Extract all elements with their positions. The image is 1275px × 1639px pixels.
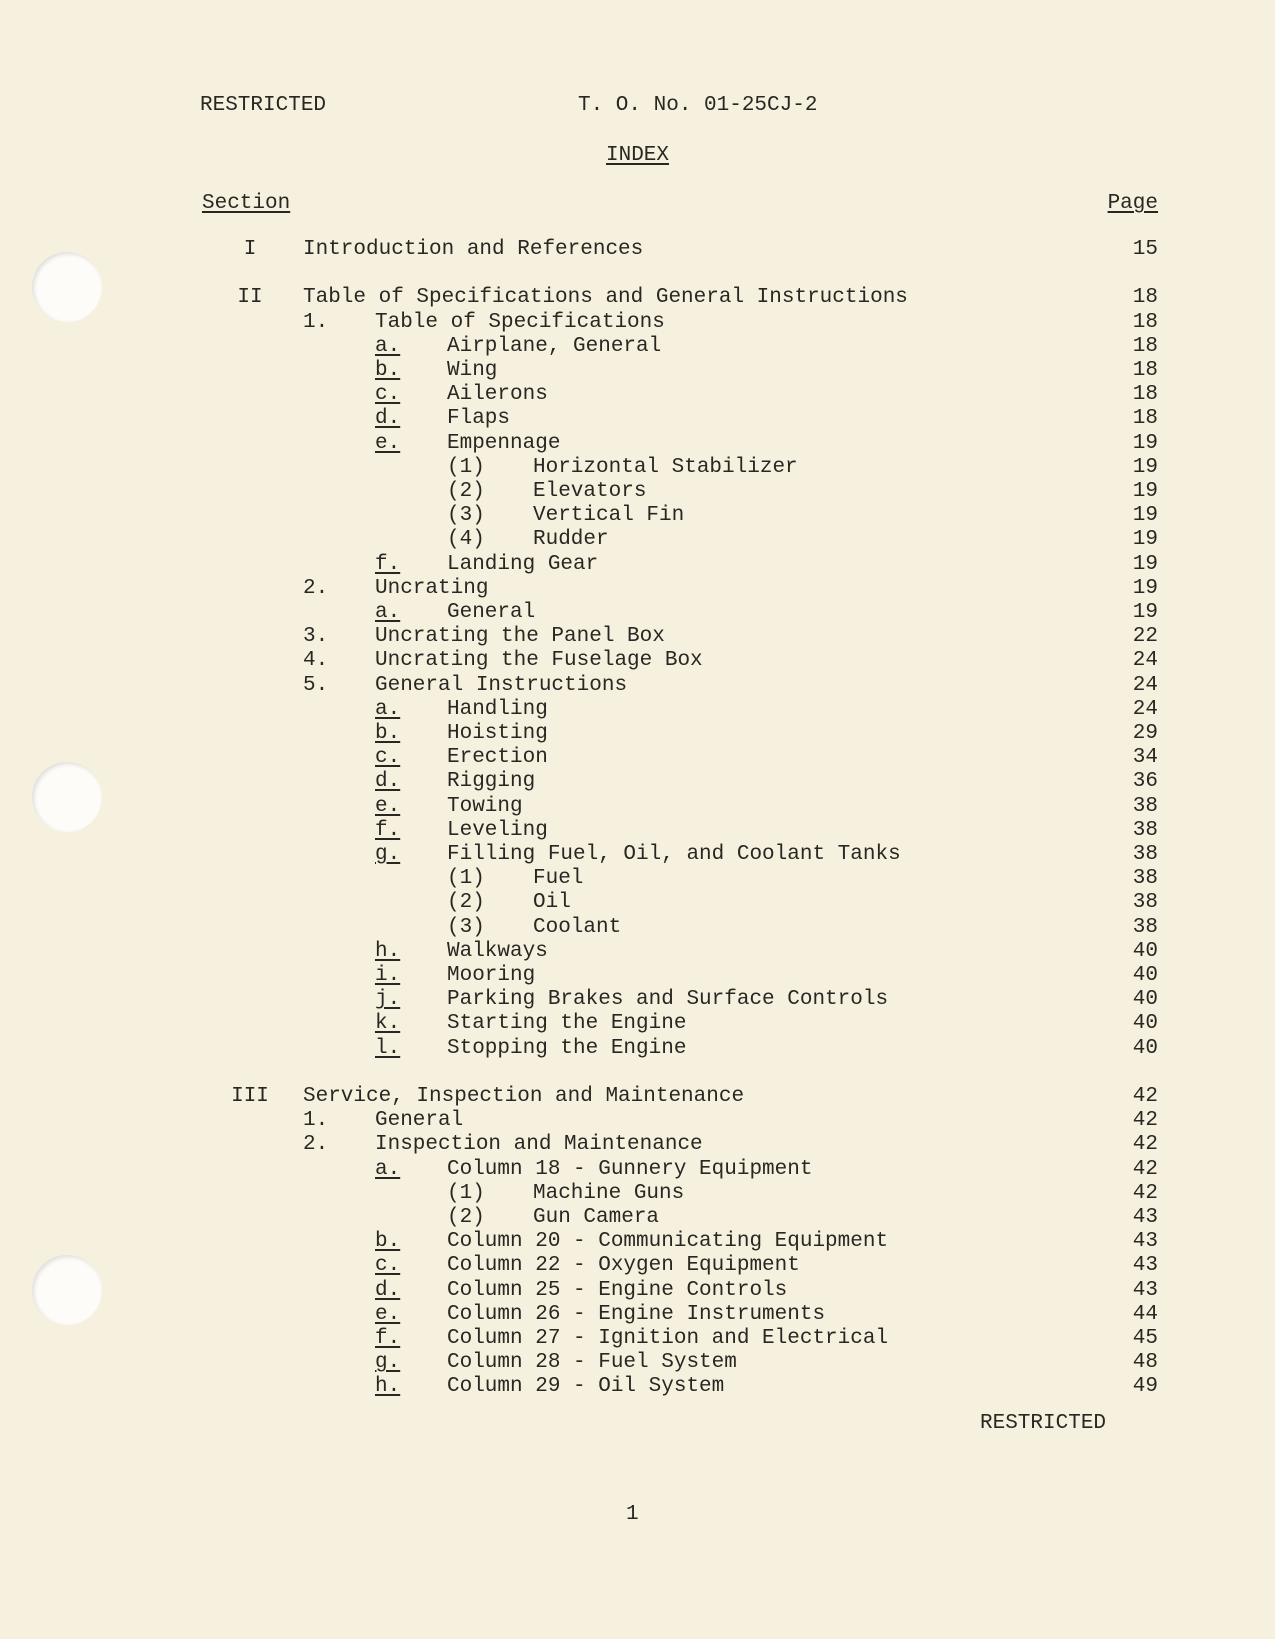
entry-page: 48	[1132, 1351, 1158, 1375]
index-entry	[0, 286, 1275, 310]
entry-title: Airplane, General	[447, 334, 662, 358]
entry-title: Filling Fuel, Oil, and Coolant Tanks	[447, 843, 901, 866]
index-entry	[0, 819, 1275, 843]
entry-title: Column 29 - Oil System	[447, 1375, 725, 1399]
index-entry	[0, 1254, 1275, 1278]
entry-page: 40	[1132, 939, 1158, 963]
entry-page: 42	[1132, 1181, 1158, 1205]
section-column-header: Section	[202, 192, 291, 215]
entry-page: 44	[1132, 1302, 1158, 1326]
entry-title: Towing	[447, 794, 523, 818]
entry-title: Parking Brakes and Surface Controls	[447, 988, 889, 1012]
index-entry	[0, 1133, 1275, 1157]
entry-page: 40	[1132, 988, 1158, 1012]
entry-title: Hoisting	[447, 722, 548, 745]
index-entry	[0, 649, 1275, 673]
entry-marker: e.	[375, 431, 401, 455]
entry-title: Stopping the Engine	[447, 1036, 687, 1060]
entry-title: Column 26 - Engine Instruments	[447, 1302, 826, 1326]
entry-marker: b.	[375, 1230, 401, 1254]
entry-marker: l.	[375, 1036, 401, 1060]
entry-marker: (4)	[447, 528, 485, 552]
entry-page: 19	[1132, 601, 1158, 624]
entry-marker: 3.	[303, 625, 329, 649]
entry-page: 38	[1132, 867, 1158, 891]
index-entry	[0, 1109, 1275, 1133]
entry-page: 24	[1132, 673, 1158, 697]
entry-page: 42	[1132, 1157, 1158, 1181]
index-entry	[0, 1158, 1275, 1182]
index-entry	[0, 456, 1275, 480]
index-entry	[0, 843, 1275, 867]
entry-marker: 1.	[303, 310, 329, 334]
index-entry	[0, 988, 1275, 1012]
index-entry	[0, 1303, 1275, 1327]
entry-marker: (2)	[447, 891, 485, 915]
entry-page: 38	[1132, 891, 1158, 915]
entry-page: 19	[1132, 528, 1158, 552]
entry-marker: a.	[375, 601, 401, 624]
index-entry	[0, 311, 1275, 335]
entry-marker: c.	[375, 383, 401, 407]
entry-page: 34	[1132, 746, 1158, 770]
entry-marker: III	[231, 1085, 269, 1108]
index-entry	[0, 770, 1275, 794]
entry-marker: (2)	[447, 1206, 485, 1229]
entry-title: Gun Camera	[533, 1206, 660, 1229]
entry-marker: j.	[375, 988, 401, 1012]
entry-title: Inspection and Maintenance	[375, 1133, 703, 1157]
entry-page: 40	[1132, 1012, 1158, 1036]
entry-marker: f.	[375, 818, 401, 842]
index-entry	[0, 1375, 1275, 1399]
index-entry	[0, 746, 1275, 770]
document-number: T. O. No. 01-25CJ-2	[578, 94, 818, 117]
entry-title: Horizontal Stabilizer	[533, 455, 798, 479]
entry-marker: II	[237, 286, 263, 310]
entry-marker: 4.	[303, 649, 329, 673]
entry-title: Table of Specifications and General Instructions	[303, 286, 908, 310]
index-entry	[0, 1012, 1275, 1036]
index-entry	[0, 383, 1275, 407]
index-entry	[0, 504, 1275, 528]
entry-marker: (1)	[447, 1181, 485, 1205]
index-entry	[0, 916, 1275, 940]
entry-title: Rigging	[447, 770, 536, 794]
index-entry	[0, 335, 1275, 359]
entry-title: Column 27 - Ignition and Electrical	[447, 1327, 889, 1350]
entry-title: Handling	[447, 697, 548, 721]
entry-marker: d.	[375, 1278, 401, 1302]
index-entry	[0, 674, 1275, 698]
index-entry	[0, 940, 1275, 964]
entry-title: General	[447, 601, 536, 624]
entry-marker: 5.	[303, 673, 329, 697]
entry-page: 43	[1132, 1254, 1158, 1278]
entry-page: 40	[1132, 964, 1158, 987]
entry-page: 18	[1132, 286, 1158, 310]
entry-page: 42	[1132, 1133, 1158, 1157]
index-entry	[0, 601, 1275, 625]
entry-marker: f.	[375, 1327, 401, 1350]
entry-page: 38	[1132, 915, 1158, 939]
entry-page: 19	[1132, 576, 1158, 600]
entry-page: 42	[1132, 1085, 1158, 1108]
entry-title: Uncrating the Panel Box	[375, 625, 665, 649]
entry-marker: g.	[375, 843, 401, 866]
page-number: 1	[626, 1503, 639, 1526]
index-entry	[0, 891, 1275, 915]
entry-title: Column 18 - Gunnery Equipment	[447, 1157, 813, 1181]
index-entry	[0, 964, 1275, 988]
entry-marker: 2.	[303, 1133, 329, 1157]
entry-marker: c.	[375, 1254, 401, 1278]
entry-page: 36	[1132, 770, 1158, 794]
entry-marker: (3)	[447, 915, 485, 939]
entry-marker: a.	[375, 1157, 401, 1181]
entry-page: 19	[1132, 480, 1158, 503]
entry-title: Wing	[447, 359, 498, 382]
index-entry	[0, 1206, 1275, 1230]
index-entry	[0, 1279, 1275, 1303]
index-entry	[0, 359, 1275, 383]
index-entry	[0, 577, 1275, 601]
entry-marker: d.	[375, 770, 401, 794]
entry-title: Introduction and References	[303, 238, 644, 261]
entry-title: Column 28 - Fuel System	[447, 1351, 737, 1375]
entry-title: Table of Specifications	[375, 310, 665, 334]
index-entry	[0, 698, 1275, 722]
entry-title: Column 22 - Oxygen Equipment	[447, 1254, 800, 1278]
index-entry	[0, 722, 1275, 746]
entry-title: Starting the Engine	[447, 1012, 687, 1036]
entry-title: Rudder	[533, 528, 609, 552]
entry-marker: b.	[375, 722, 401, 745]
entry-page: 29	[1132, 722, 1158, 745]
index-entry	[0, 238, 1275, 262]
entry-page: 38	[1132, 843, 1158, 866]
entry-marker: c.	[375, 746, 401, 770]
entry-page: 49	[1132, 1375, 1158, 1399]
entry-page: 19	[1132, 552, 1158, 576]
header-classification: RESTRICTED	[200, 94, 327, 117]
entry-page: 40	[1132, 1036, 1158, 1060]
entry-title: Flaps	[447, 407, 511, 431]
entry-page: 38	[1132, 794, 1158, 818]
entry-page: 24	[1132, 649, 1158, 673]
entry-marker: (3)	[447, 504, 485, 528]
index-entry	[0, 1037, 1275, 1061]
entry-title: Walkways	[447, 939, 548, 963]
entry-marker: I	[243, 238, 257, 261]
entry-marker: e.	[375, 794, 401, 818]
entry-title: Column 20 - Communicating Equipment	[447, 1230, 889, 1254]
entry-title: Leveling	[447, 818, 548, 842]
footer-classification: RESTRICTED	[980, 1412, 1107, 1435]
index-entry	[0, 553, 1275, 577]
entry-marker: 2.	[303, 576, 329, 600]
entry-page: 38	[1132, 818, 1158, 842]
entry-marker: (1)	[447, 867, 485, 891]
entry-page: 18	[1132, 359, 1158, 382]
entry-marker: k.	[375, 1012, 401, 1036]
entry-title: Elevators	[533, 480, 647, 503]
entry-marker: a.	[375, 697, 401, 721]
entry-title: Uncrating the Fuselage Box	[375, 649, 703, 673]
entry-marker: b.	[375, 359, 401, 382]
entry-marker: h.	[375, 939, 401, 963]
entry-page: 24	[1132, 697, 1158, 721]
entry-page: 18	[1132, 310, 1158, 334]
entry-title: Fuel	[533, 867, 584, 891]
index-entry	[0, 625, 1275, 649]
index-entry	[0, 795, 1275, 819]
entry-page: 18	[1132, 407, 1158, 431]
entry-page: 18	[1132, 383, 1158, 407]
index-entry	[0, 1085, 1275, 1109]
entry-marker: 1.	[303, 1109, 329, 1133]
entry-title: Oil	[533, 891, 571, 915]
entry-title: Coolant	[533, 915, 622, 939]
entry-page: 43	[1132, 1230, 1158, 1254]
entry-title: Uncrating	[375, 576, 489, 600]
entry-marker: f.	[375, 552, 401, 576]
index-entry	[0, 432, 1275, 456]
entry-page: 43	[1132, 1278, 1158, 1302]
entry-marker: i.	[375, 964, 401, 987]
index-entry	[0, 407, 1275, 431]
index-entry	[0, 480, 1275, 504]
entry-page: 43	[1132, 1206, 1158, 1229]
entry-title: Mooring	[447, 964, 536, 987]
page-title: INDEX	[606, 144, 670, 167]
entry-title: General	[375, 1109, 464, 1133]
entry-title: Ailerons	[447, 383, 548, 407]
index-entry	[0, 1351, 1275, 1375]
entry-title: General Instructions	[375, 673, 628, 697]
entry-page: 19	[1132, 455, 1158, 479]
entry-marker: g.	[375, 1351, 401, 1375]
entry-marker: h.	[375, 1375, 401, 1399]
entry-title: Column 25 - Engine Controls	[447, 1278, 788, 1302]
index-entry	[0, 867, 1275, 891]
entry-title: Erection	[447, 746, 548, 770]
entry-page: 42	[1132, 1109, 1158, 1133]
entry-marker: (2)	[447, 480, 485, 503]
entry-marker: d.	[375, 407, 401, 431]
entry-title: Landing Gear	[447, 552, 599, 576]
entry-title: Machine Guns	[533, 1181, 685, 1205]
entry-page: 18	[1132, 334, 1158, 358]
entry-page: 19	[1132, 431, 1158, 455]
index-entry	[0, 528, 1275, 552]
entry-marker: a.	[375, 334, 401, 358]
entry-page: 45	[1132, 1327, 1158, 1350]
entry-title: Empennage	[447, 431, 561, 455]
entry-marker: e.	[375, 1302, 401, 1326]
entry-page: 22	[1132, 625, 1158, 649]
entry-page: 19	[1132, 504, 1158, 528]
index-entry	[0, 1230, 1275, 1254]
page-column-header: Page	[1107, 192, 1158, 215]
entry-page: 15	[1132, 238, 1158, 261]
index-entry	[0, 1182, 1275, 1206]
entry-marker: (1)	[447, 455, 485, 479]
index-entry	[0, 1327, 1275, 1351]
entry-title: Vertical Fin	[533, 504, 685, 528]
entry-title: Service, Inspection and Maintenance	[303, 1085, 745, 1108]
